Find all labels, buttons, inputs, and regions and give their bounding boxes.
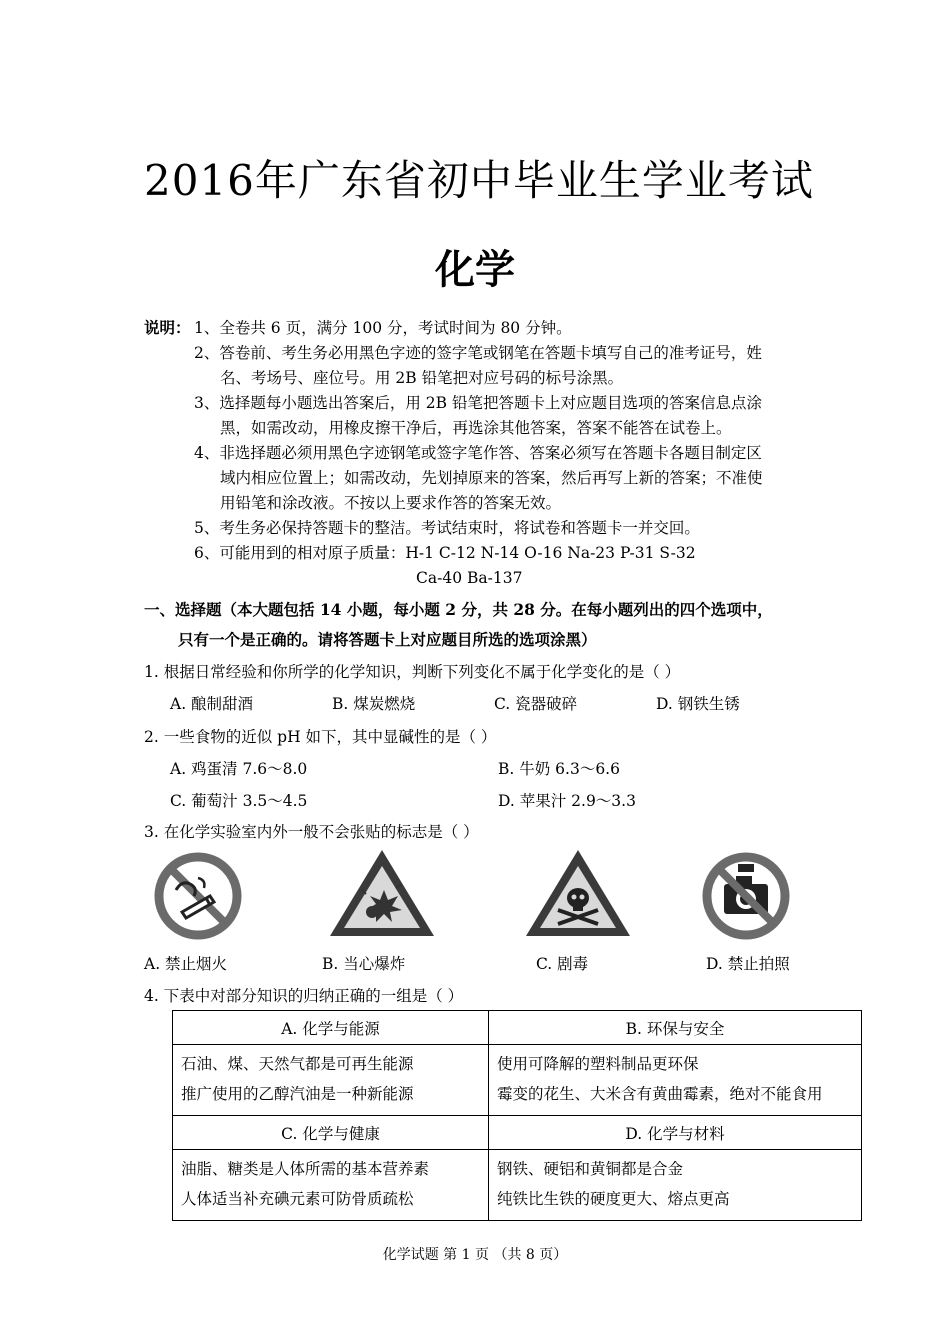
table-cell-d — [489, 1150, 862, 1221]
q2-option-d: D. 苹果汁 2.9～3.3 — [498, 792, 636, 810]
table-cell-line: 石油、煤、天然气都是可再生能源 — [181, 1055, 414, 1073]
q1-option-d: D. 钢铁生锈 — [656, 695, 740, 713]
table-cell-c — [173, 1150, 489, 1221]
note-line: 4、非选择题必须用黑色字迹钢笔或签字笔作答、答案必须写在答题卡各题目制定区 — [194, 444, 762, 462]
note-line: 6、可能用到的相对原子质量：H-1 C-12 N-14 O-16 Na-23 P-31 S-32 — [194, 544, 696, 562]
note-line: 黑，如需改动，用橡皮擦干净后，再选涂其他答案，答案不能答在试卷上。 — [220, 419, 732, 437]
table-header-b: B. 环保与安全 — [489, 1011, 862, 1045]
section-heading-cont: 只有一个是正确的。请将答题卡上对应题目所选的选项涂黑） — [178, 630, 597, 649]
q3-option-c: C. 剧毒 — [536, 955, 589, 973]
table-cell-line: 使用可降解的塑料制品更环保 — [497, 1055, 699, 1073]
q3-option-d: D. 禁止拍照 — [706, 955, 790, 973]
note-line: 域内相应位置上；如需改动，先划掉原来的答案，然后再写上新的答案；不准使 — [220, 469, 763, 487]
note-line: 2、答卷前、考生务必用黑色字迹的签字笔或钢笔在答题卡填写自己的准考证号，姓 — [194, 344, 762, 362]
q2-option-b: B. 牛奶 6.3～6.6 — [498, 760, 620, 778]
note-line: 用铅笔和涂改液。不按以上要求作答的答案无效。 — [220, 494, 562, 512]
table-cell-line: 人体适当补充碘元素可防骨质疏松 — [181, 1190, 414, 1208]
table-cell-b — [489, 1045, 862, 1116]
table-header-a: A. 化学与能源 — [173, 1011, 489, 1045]
note-line: 1、全卷共 6 页，满分 100 分，考试时间为 80 分钟。 — [194, 319, 572, 337]
q1-option-c: C. 瓷器破碎 — [494, 695, 578, 713]
explosion-warning-icon — [326, 846, 438, 940]
question-1-stem: 1. 根据日常经验和你所学的化学知识，判断下列变化不属于化学变化的是（ ） — [144, 663, 681, 681]
question-4-stem: 4. 下表中对部分知识的归纳正确的一组是（ ） — [144, 987, 464, 1005]
table-cell-line: 油脂、糖类是人体所需的基本营养素 — [181, 1160, 430, 1178]
page-footer: 化学试题 第 1 页 （共 8 页） — [382, 1247, 568, 1263]
notes-label: 说明： — [144, 318, 191, 337]
no-camera-icon — [700, 850, 792, 942]
section-heading: 一、选择题（本大题包括 14 小题，每小题 2 分，共 28 分。在每小题列出的四个选项中， — [144, 600, 773, 619]
page-title: 2016年广东省初中毕业生学业考试 — [144, 156, 814, 205]
q1-option-b: B. 煤炭燃烧 — [332, 695, 416, 713]
table-cell-a — [173, 1045, 489, 1116]
note-line: 3、选择题每小题选出答案后，用 2B 铅笔把答题卡上对应题目选项的答案信息点涂 — [194, 394, 762, 412]
subject-title: 化学 — [435, 246, 515, 293]
table-cell-line: 纯铁比生铁的硬度更大、熔点更高 — [497, 1190, 730, 1208]
toxic-warning-icon — [522, 846, 634, 940]
question-2-stem: 2. 一些食物的近似 pH 如下，其中显碱性的是（ ） — [144, 728, 497, 746]
table-header-c: C. 化学与健康 — [173, 1116, 489, 1150]
q3-option-a: A. 禁止烟火 — [144, 955, 228, 973]
question-3-stem: 3. 在化学实验室内外一般不会张贴的标志是（ ） — [144, 823, 479, 841]
note-line: Ca-40 Ba-137 — [416, 569, 523, 587]
q3-option-b: B. 当心爆炸 — [322, 955, 406, 973]
knowledge-table — [172, 1010, 862, 1221]
note-line: 5、考生务必保持答题卡的整洁。考试结束时，将试卷和答题卡一并交回。 — [194, 519, 700, 537]
table-header-d: D. 化学与材料 — [489, 1116, 862, 1150]
no-smoking-icon — [152, 850, 244, 942]
q2-option-c: C. 葡萄汁 3.5～4.5 — [170, 792, 308, 810]
table-cell-line: 钢铁、硬铝和黄铜都是合金 — [497, 1160, 684, 1178]
table-cell-line: 霉变的花生、大米含有黄曲霉素，绝对不能食用 — [497, 1085, 823, 1103]
q1-option-a: A. 酿制甜酒 — [170, 695, 254, 713]
q2-option-a: A. 鸡蛋清 7.6～8.0 — [170, 760, 308, 778]
note-line: 名、考场号、座位号。用 2B 铅笔把对应号码的标号涂黑。 — [220, 369, 624, 387]
table-cell-line: 推广使用的乙醇汽油是一种新能源 — [181, 1085, 414, 1103]
